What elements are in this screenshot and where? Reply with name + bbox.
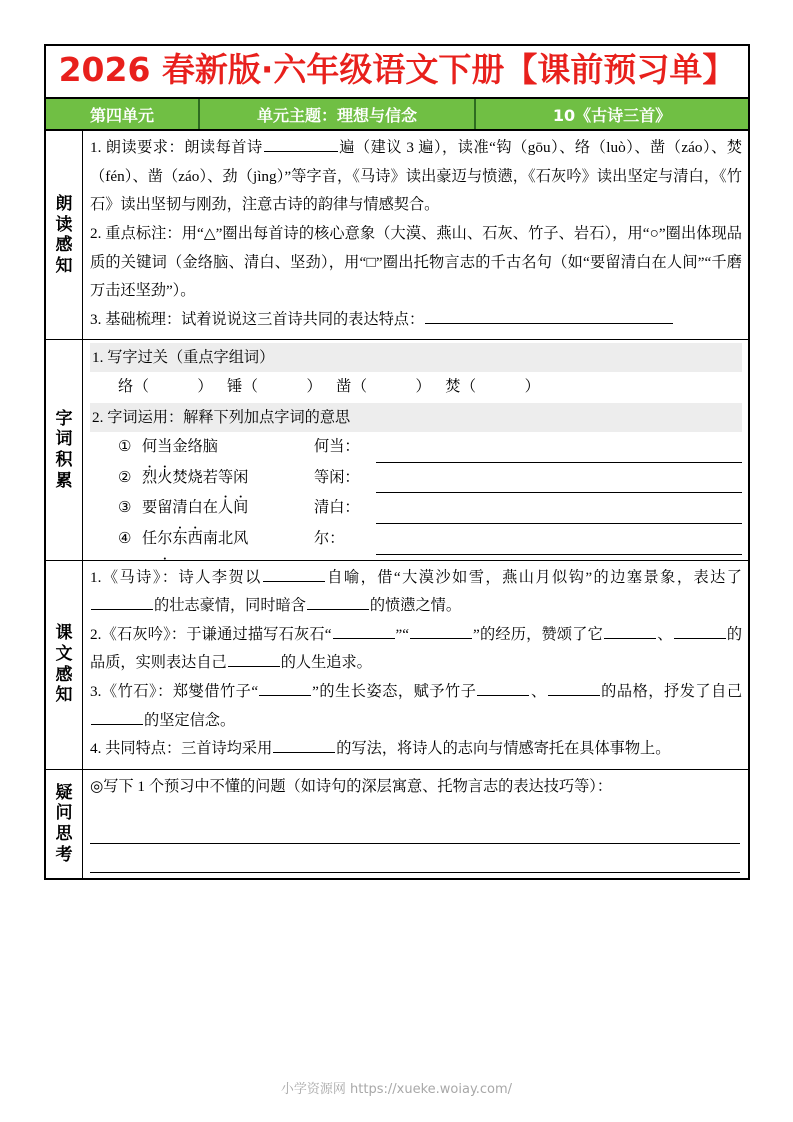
comp-q1-b: 自喻，借“大漠沙如雪，燕山月似钩”的边塞景象，表达了 xyxy=(325,568,742,586)
vocab-char-0: 络（ xyxy=(118,378,150,396)
vocab-item-key-0: 何当： xyxy=(314,437,360,455)
comp-q2-d: 、 xyxy=(657,625,673,643)
comp-q3-a: 3.《竹石》：郑燮借竹子“ xyxy=(90,682,259,700)
vocab-item-num-2: ③ xyxy=(118,499,132,517)
vocab-close-1: ） xyxy=(306,378,323,396)
reading-item-2: 2. 重点标注：用“△”圈出每首诗的核心意象（大漠、燕山、石灰、竹子、岩石），用“○”圈出体现品质的关键词（金络脑、清白、坚劲），用“□”圈出托物言志的千古名句（如“要留清白在人间”“千磨万击还坚劲”）。 xyxy=(90,225,742,300)
vocab-item-key-1: 等闲： xyxy=(314,468,360,486)
comprehension-item-3 xyxy=(90,678,742,735)
comp-q2-blank-2[interactable] xyxy=(410,622,472,639)
comp-q3-d: 的品格，抒发了自己 xyxy=(600,682,743,700)
vocab-char-3: 焚（ xyxy=(445,378,477,396)
section-row-reading xyxy=(46,131,748,340)
reading-blank-3[interactable] xyxy=(425,307,673,324)
section-row-comprehension xyxy=(46,561,748,770)
comp-q2-blank-1[interactable] xyxy=(333,622,395,639)
title-bar xyxy=(46,46,748,99)
section-label-questions xyxy=(46,770,83,879)
vocab-item-stem-2: 要留清白在人间 xyxy=(142,499,249,517)
comp-q2-a: 2.《石灰吟》：于谦通过描写石灰石“ xyxy=(90,625,332,643)
vocabulary-item xyxy=(90,493,742,524)
vocab-close-0: ） xyxy=(197,378,214,396)
reading-item-1 xyxy=(90,134,742,220)
comp-q1-blank-1[interactable] xyxy=(263,565,325,582)
comp-q2-e: 的品质，实则表达自己 xyxy=(90,625,743,672)
comp-q1-d: 的愤懑之情。 xyxy=(369,597,461,615)
questions-answer-line-2[interactable] xyxy=(90,844,740,873)
vocabulary-item xyxy=(90,463,742,494)
vocabulary-head-1: 1. 写字过关（重点字组词） xyxy=(90,343,742,372)
section-body-vocabulary xyxy=(83,340,748,559)
vocab-item-stem-0: 何当金络脑 xyxy=(142,437,218,455)
comp-q4-b: 的写法，将诗人的志向与情感寄托在具体事物上。 xyxy=(336,740,671,758)
section-body-questions xyxy=(83,770,748,879)
reading-item-3 xyxy=(90,306,742,335)
comp-q3-b: ”的生长姿态，赋予竹子 xyxy=(312,682,477,700)
vocab-item-stem-1: 烈火焚烧若等闲 xyxy=(142,468,249,486)
comp-q2-f: 的人生追求。 xyxy=(280,654,372,672)
comp-q3-blank-1[interactable] xyxy=(259,679,311,696)
vocab-close-3: ） xyxy=(524,378,541,396)
comp-q1-blank-2[interactable] xyxy=(91,593,153,610)
vocab-item-blank-2[interactable] xyxy=(376,507,742,524)
section-label-vocabulary xyxy=(46,340,83,559)
questions-answer-line-1[interactable] xyxy=(90,815,740,844)
comp-q1-c: 的壮志豪情，同时暗含 xyxy=(154,597,306,615)
comprehension-item-4 xyxy=(90,735,742,764)
section-body-reading xyxy=(83,131,748,339)
section-label-reading xyxy=(46,131,83,339)
vocab-item-stem-3: 任尔东西南北风 xyxy=(142,529,249,547)
vocab-item-num-1: ② xyxy=(118,468,132,486)
vocabulary-word-row xyxy=(90,372,742,402)
vocab-char-1: 锤（ xyxy=(227,378,259,396)
vocab-item-key-2: 清白： xyxy=(314,499,360,517)
unit-header-bar xyxy=(46,99,748,131)
vocab-item-blank-3[interactable] xyxy=(376,538,742,555)
vocab-item-num-0: ① xyxy=(118,437,132,455)
comp-q2-b: ”“ xyxy=(395,625,409,643)
section-label-vocabulary-text: 字 词 积 累 xyxy=(55,408,73,491)
section-label-comprehension xyxy=(46,561,83,769)
vocabulary-head-2: 2. 字词运用：解释下列加点字词的意思 xyxy=(90,403,742,432)
questions-prompt: ◎写下 1 个预习中不懂的问题（如诗句的深层寓意、托物言志的表达技巧等）： xyxy=(90,777,613,795)
section-label-comprehension-text: 课 文 感 知 xyxy=(55,623,73,706)
comprehension-item-1 xyxy=(90,564,742,621)
vocab-item-num-3: ④ xyxy=(118,529,132,547)
section-label-questions-text: 疑 问 思 考 xyxy=(55,782,73,865)
comp-q3-e: 的坚定信念。 xyxy=(144,711,236,729)
lesson-title-cell: 10《古诗三首》 xyxy=(552,105,672,125)
reading-blank-1[interactable] xyxy=(264,135,338,152)
page-title: 2026 春新版·六年级语文下册【课前预习单】 xyxy=(58,50,736,89)
comp-q2-blank-3[interactable] xyxy=(604,622,656,639)
section-body-comprehension xyxy=(83,561,748,769)
comp-q1-a: 1.《马诗》：诗人李贺以 xyxy=(90,568,262,586)
vocabulary-item xyxy=(90,524,742,555)
worksheet-table xyxy=(44,44,750,880)
vocab-char-2: 凿（ xyxy=(336,378,368,396)
comp-q3-blank-4[interactable] xyxy=(91,708,143,725)
comp-q3-c: 、 xyxy=(530,682,547,700)
unit-number-cell: 第四单元 xyxy=(46,99,200,129)
vocab-item-blank-0[interactable] xyxy=(376,446,742,463)
vocab-item-key-3: 尔： xyxy=(314,529,345,547)
reading-item-1-a: 1. 朗读要求：朗读每首诗 xyxy=(90,139,263,157)
section-label-reading-text: 朗 读 感 知 xyxy=(55,193,73,277)
section-row-questions xyxy=(46,770,748,879)
comprehension-item-2 xyxy=(90,621,742,678)
comp-q3-blank-2[interactable] xyxy=(477,679,529,696)
comp-q1-blank-3[interactable] xyxy=(307,593,369,610)
comp-q4-a: 4. 共同特点：三首诗均采用 xyxy=(90,740,273,758)
vocab-close-2: ） xyxy=(415,378,432,396)
section-row-vocabulary xyxy=(46,340,748,560)
comp-q2-c: ”的经历，赞颂了它 xyxy=(473,625,604,643)
comp-q3-blank-3[interactable] xyxy=(548,679,600,696)
comp-q2-blank-5[interactable] xyxy=(228,650,280,667)
comp-q4-blank-1[interactable] xyxy=(273,736,335,753)
comp-q2-blank-4[interactable] xyxy=(674,622,726,639)
reading-item-3-text: 3. 基础梳理：试着说说这三首诗共同的表达特点： xyxy=(90,310,425,328)
footer-watermark: 小学资源网 https://xueke.woiay.com/ xyxy=(280,1082,513,1097)
reading-item-1-b: 遍（建议 3 遍），读准“钩（gōu）、络（luò）、凿（záo）、焚（fén）、凿（záo）、劲（jìng）”等字音，《马诗》读出豪迈与愤懑，《石灰吟》读出坚定与清白，《竹石》读出坚韧与刚劲，注意古诗的韵律与情感契合。 xyxy=(90,139,743,214)
unit-theme-cell: 单元主题：理想与信念 xyxy=(200,99,476,129)
vocabulary-item xyxy=(90,432,742,463)
vocab-item-blank-1[interactable] xyxy=(376,477,742,494)
